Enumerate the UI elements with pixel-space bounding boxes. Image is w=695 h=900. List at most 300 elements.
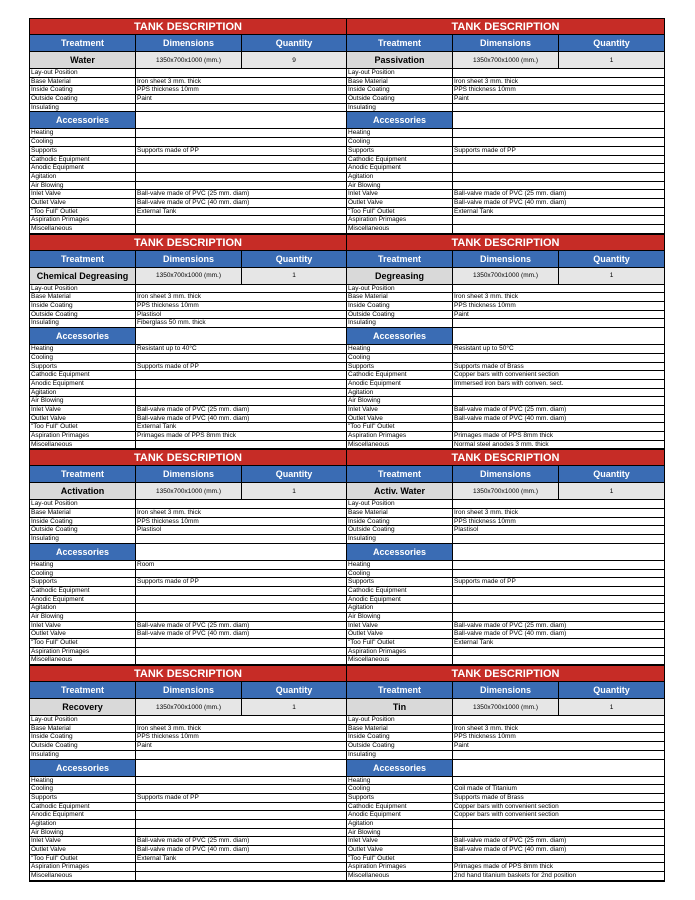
accessory-label: Heating — [30, 129, 136, 137]
col-treatment: Treatment — [30, 35, 136, 51]
tank-description-4 — [29, 449, 347, 665]
spec-row — [347, 751, 664, 760]
spec-value — [453, 319, 664, 327]
accessory-value — [453, 397, 664, 405]
accessory-label: Heating — [347, 777, 453, 785]
accessory-value: 2nd hand titanium baskets for 2nd position — [454, 872, 577, 880]
accessory-value: Coil made of Titanium — [454, 785, 517, 793]
accessory-row — [30, 656, 346, 665]
accessory-row — [347, 829, 664, 838]
accessories-blank — [136, 328, 346, 344]
spec-row — [347, 509, 664, 518]
accessory-value — [136, 863, 346, 871]
accessory-value — [453, 173, 664, 181]
spec-value: Plastisol — [137, 310, 162, 318]
accessory-row — [347, 837, 664, 846]
accessory-row — [347, 604, 664, 613]
column-headers — [30, 35, 346, 52]
accessories-label: Accessories — [347, 328, 453, 344]
accessory-value — [136, 216, 346, 224]
accessory-label: Miscellaneous — [347, 872, 453, 880]
accessory-value — [453, 389, 664, 397]
spec-row — [30, 509, 346, 518]
col-dimensions: Dimensions — [136, 251, 242, 267]
spec-label: Base Material — [347, 725, 453, 733]
accessory-label: Supports — [347, 147, 453, 155]
spec-label: Insulating — [347, 104, 453, 112]
accessory-value: Ball-valve made of PVC (40 mm. diam) — [137, 198, 250, 206]
tank-description-6 — [29, 665, 347, 881]
accessory-value — [136, 785, 346, 793]
quantity-value: 1 — [242, 483, 346, 499]
spec-row — [347, 716, 664, 725]
accessory-row — [347, 561, 664, 570]
tank-block-1 — [29, 234, 665, 450]
tank-values — [347, 699, 664, 716]
accessory-label: Air Blowing — [30, 829, 136, 837]
accessory-value: Resistant up to 40°C — [137, 345, 197, 353]
spec-row — [30, 95, 346, 104]
tank-description-3 — [347, 234, 665, 450]
accessory-label: Cooling — [30, 785, 136, 793]
accessory-row — [347, 147, 664, 156]
dimensions-value: 1350x700x1000 (mm.) — [453, 699, 559, 715]
accessory-label: Cooling — [347, 785, 453, 793]
accessory-label: Air Blowing — [347, 613, 453, 621]
spec-value — [453, 716, 664, 724]
accessory-label: Inlet Valve — [347, 406, 453, 414]
accessory-row — [347, 182, 664, 191]
accessories-header — [30, 760, 346, 777]
column-headers — [347, 682, 664, 699]
spec-label: Lay-out Position — [347, 716, 453, 724]
accessory-row — [30, 225, 346, 234]
spec-value — [453, 751, 664, 759]
dimensions-value: 1350x700x1000 (mm.) — [453, 52, 559, 68]
accessory-label: Miscellaneous — [347, 225, 453, 233]
accessories-label: Accessories — [30, 112, 136, 128]
accessory-value: Supports made of PP — [454, 146, 516, 154]
accessory-row — [30, 785, 346, 794]
col-quantity: Quantity — [593, 38, 630, 48]
accessories-blank — [453, 760, 664, 776]
tank-values — [30, 699, 346, 716]
accessory-value — [136, 596, 346, 604]
accessory-label: Supports — [347, 578, 453, 586]
accessory-value: Ball-valve made of PVC (25 mm. diam) — [137, 405, 250, 413]
accessory-label: "Too Full" Outlet — [347, 855, 453, 863]
accessories-header — [347, 760, 664, 777]
spec-row — [30, 535, 346, 544]
accessory-row — [347, 785, 664, 794]
accessory-value — [453, 829, 664, 837]
spec-label: Inside Coating — [30, 302, 136, 310]
accessory-value — [453, 423, 664, 431]
spec-row — [30, 716, 346, 725]
accessory-label: Miscellaneous — [347, 656, 453, 664]
accessory-value — [453, 156, 664, 164]
accessory-value: Primages made of PPS 8mm thick — [454, 863, 553, 871]
accessory-label: Anodic Equipment — [347, 164, 453, 172]
spec-row — [347, 302, 664, 311]
accessory-row — [347, 613, 664, 622]
accessories-header — [347, 544, 664, 561]
spec-label: Inside Coating — [347, 518, 453, 526]
tank-header: TANK DESCRIPTION — [30, 665, 346, 682]
accessory-value — [136, 777, 346, 785]
accessory-label: "Too Full" Outlet — [347, 423, 453, 431]
tank-header: TANK DESCRIPTION — [347, 18, 664, 35]
accessory-label: "Too Full" Outlet — [30, 208, 136, 216]
accessory-value — [136, 811, 346, 819]
spec-label: Base Material — [30, 78, 136, 86]
accessory-label: Cathodic Equipment — [30, 156, 136, 164]
accessory-row — [30, 363, 346, 372]
quantity-value: 1 — [559, 483, 664, 499]
tank-values — [30, 268, 346, 285]
accessory-label: Cooling — [30, 354, 136, 362]
accessory-label: Cooling — [347, 354, 453, 362]
spec-row — [30, 526, 346, 535]
accessory-label: "Too Full" Outlet — [30, 639, 136, 647]
spec-value — [453, 69, 664, 77]
accessory-value: Ball-valve made of PVC (40 mm. diam) — [454, 846, 567, 853]
accessory-label: Heating — [347, 561, 453, 569]
accessory-label: Agitation — [30, 820, 136, 828]
accessory-label: Agitation — [347, 389, 453, 397]
accessory-value — [136, 164, 346, 172]
accessory-value — [453, 855, 664, 863]
accessory-label: Heating — [347, 129, 453, 137]
column-headers — [30, 251, 346, 268]
accessory-row — [347, 389, 664, 398]
col-dimensions: Dimensions — [136, 682, 242, 698]
accessory-value — [136, 613, 346, 621]
accessory-row — [347, 587, 664, 596]
accessory-value: External Tank — [137, 207, 177, 215]
accessory-row — [347, 777, 664, 786]
spec-row — [347, 86, 664, 95]
accessory-value: Supports made of PP — [137, 362, 199, 370]
accessory-row — [347, 397, 664, 406]
accessories-blank — [453, 544, 664, 560]
spec-row — [347, 733, 664, 742]
col-treatment: Treatment — [347, 251, 453, 267]
spec-label: Base Material — [30, 293, 136, 301]
spec-value — [453, 285, 664, 293]
tank-header: TANK DESCRIPTION — [30, 449, 346, 466]
accessory-label: Cooling — [30, 570, 136, 578]
spec-value: Iron sheet 3 mm. thick — [454, 724, 518, 732]
spec-row — [347, 104, 664, 113]
accessory-value — [136, 354, 346, 362]
spec-label: Inside Coating — [347, 86, 453, 94]
accessories-label: Accessories — [347, 544, 453, 560]
accessory-row — [347, 225, 664, 234]
spec-row — [347, 285, 664, 294]
accessories-blank — [136, 544, 346, 560]
spec-value: PPS thickness 10mm — [137, 86, 199, 94]
accessory-row — [30, 441, 346, 450]
accessory-row — [347, 855, 664, 864]
spec-row — [30, 302, 346, 311]
accessory-row — [347, 406, 664, 415]
accessory-label: Outlet Valve — [347, 199, 453, 207]
accessory-value — [136, 156, 346, 164]
col-treatment: Treatment — [30, 466, 136, 482]
accessory-value: Room — [137, 560, 155, 568]
accessory-label: Aspiration Primages — [347, 863, 453, 871]
accessories-header — [347, 328, 664, 345]
spec-label: Outside Coating — [30, 742, 136, 750]
spec-label: Base Material — [30, 725, 136, 733]
accessory-label: Anodic Equipment — [347, 811, 453, 819]
spec-row — [30, 518, 346, 527]
spec-value — [136, 500, 346, 508]
spec-value: Iron sheet 3 mm. thick — [137, 77, 201, 85]
spec-label: Outside Coating — [347, 742, 453, 750]
accessory-value: Ball-valve made of PVC (25 mm. diam) — [137, 190, 250, 198]
spec-label: Outside Coating — [347, 95, 453, 103]
accessory-row — [30, 147, 346, 156]
tank-block-3 — [29, 665, 665, 882]
accessory-row — [347, 622, 664, 631]
column-headers — [30, 682, 346, 699]
spec-label: Outside Coating — [30, 95, 136, 103]
accessory-row — [30, 380, 346, 389]
spec-value — [136, 716, 346, 724]
spec-value — [136, 69, 346, 77]
col-quantity: Quantity — [275, 469, 313, 480]
accessory-label: Anodic Equipment — [347, 596, 453, 604]
accessory-label: Outlet Valve — [347, 415, 453, 423]
accessory-value — [453, 129, 664, 137]
spec-label: Insulating — [347, 751, 453, 759]
accessory-label: Air Blowing — [30, 182, 136, 190]
accessory-label: Inlet Valve — [347, 837, 453, 845]
tank-description-1 — [347, 18, 665, 234]
accessory-label: Air Blowing — [347, 182, 453, 190]
accessory-value — [453, 182, 664, 190]
accessory-label: Aspiration Primages — [347, 216, 453, 224]
spec-label: Insulating — [347, 319, 453, 327]
accessory-value — [453, 613, 664, 621]
tank-description-2 — [29, 234, 347, 450]
accessory-value: Copper bars with convenient section — [454, 811, 559, 819]
accessory-label: Agitation — [347, 820, 453, 828]
accessory-value: Supports made of PP — [137, 146, 199, 154]
accessories-header — [347, 112, 664, 129]
accessory-label: Outlet Valve — [30, 199, 136, 207]
accessory-value — [136, 380, 346, 388]
accessory-row — [347, 208, 664, 217]
accessory-row — [30, 397, 346, 406]
spec-row — [347, 78, 664, 87]
col-treatment: Treatment — [30, 682, 136, 698]
accessory-value: Normal steel anodes 3 mm. thick — [454, 440, 549, 448]
accessory-label: Agitation — [347, 604, 453, 612]
spec-label: Outside Coating — [30, 526, 136, 534]
spec-label: Lay-out Position — [30, 500, 136, 508]
accessory-row — [30, 138, 346, 147]
accessory-label: Cathodic Equipment — [30, 371, 136, 379]
accessory-row — [30, 639, 346, 648]
accessory-value: Supports made of PP — [137, 578, 199, 586]
accessory-row — [30, 630, 346, 639]
accessory-row — [347, 803, 664, 812]
spec-value: Iron sheet 3 mm. thick — [454, 77, 518, 85]
accessory-value — [136, 225, 346, 233]
spec-label: Inside Coating — [30, 518, 136, 526]
accessory-row — [347, 354, 664, 363]
accessory-value — [453, 656, 664, 664]
accessory-label: Cathodic Equipment — [30, 587, 136, 595]
accessory-row — [30, 777, 346, 786]
spec-value — [136, 285, 346, 293]
accessory-value: External Tank — [137, 854, 177, 862]
accessory-value — [136, 803, 346, 811]
accessory-label: Cathodic Equipment — [347, 587, 453, 595]
accessory-value — [136, 829, 346, 837]
spec-value: Iron sheet 3 mm. thick — [454, 509, 518, 517]
dimensions-value: 1350x700x1000 (mm.) — [136, 268, 242, 284]
accessory-row — [347, 173, 664, 182]
tank-description-0 — [29, 18, 347, 234]
accessories-blank — [453, 112, 664, 128]
tank-header: TANK DESCRIPTION — [347, 449, 664, 466]
accessory-row — [30, 423, 346, 432]
tank-header: TANK DESCRIPTION — [347, 234, 664, 251]
accessory-value — [453, 587, 664, 595]
tank-description-5 — [347, 449, 665, 665]
accessories-blank — [136, 112, 346, 128]
accessory-value: Primages made of PPS 8mm thick — [454, 432, 553, 439]
accessory-label: Inlet Valve — [30, 406, 136, 414]
spec-value: Paint — [137, 742, 152, 750]
accessory-label: Supports — [30, 363, 136, 371]
accessory-value: Supports made of Brass — [454, 362, 524, 370]
col-dimensions: Dimensions — [136, 466, 242, 482]
dimensions-value: 1350x700x1000 (mm.) — [136, 52, 242, 68]
spec-label: Lay-out Position — [347, 500, 453, 508]
accessory-value — [136, 389, 346, 397]
accessory-value: Ball-valve made of PVC (40 mm. diam) — [454, 414, 567, 422]
accessory-label: Anodic Equipment — [30, 596, 136, 604]
accessory-row — [30, 872, 346, 881]
spec-label: Lay-out Position — [30, 285, 136, 293]
accessory-row — [347, 156, 664, 165]
accessory-label: Outlet Valve — [347, 846, 453, 854]
spec-label: Outside Coating — [347, 526, 453, 534]
spec-row — [347, 500, 664, 509]
accessory-row — [30, 794, 346, 803]
accessory-label: Supports — [30, 578, 136, 586]
col-quantity: Quantity — [593, 253, 630, 264]
treatment-name: Chemical Degreasing — [30, 268, 136, 284]
spec-label: Lay-out Position — [347, 69, 453, 77]
accessory-row — [347, 216, 664, 225]
accessory-row — [30, 596, 346, 605]
tank-header: TANK DESCRIPTION — [30, 18, 346, 35]
accessory-label: Anodic Equipment — [30, 164, 136, 172]
accessory-row — [30, 846, 346, 855]
accessory-label: Air Blowing — [30, 613, 136, 621]
accessory-row — [30, 820, 346, 829]
spec-label: Base Material — [347, 293, 453, 301]
accessory-value — [136, 604, 346, 612]
accessory-row — [30, 561, 346, 570]
accessory-value — [136, 648, 346, 656]
quantity-value: 1 — [242, 699, 346, 715]
spec-value: Iron sheet 3 mm. thick — [137, 509, 201, 517]
accessory-row — [347, 164, 664, 173]
accessory-label: Air Blowing — [347, 397, 453, 405]
tank-header: TANK DESCRIPTION — [30, 234, 346, 251]
accessory-row — [347, 811, 664, 820]
accessory-label: Outlet Valve — [30, 846, 136, 854]
accessory-value: Resistant up to 50°C — [454, 345, 514, 353]
accessories-blank — [136, 760, 346, 776]
accessory-value — [136, 129, 346, 137]
accessory-value — [453, 777, 664, 785]
spec-value: Iron sheet 3 mm. thick — [137, 724, 201, 732]
accessory-row — [30, 164, 346, 173]
accessory-row — [30, 829, 346, 838]
spec-row — [30, 293, 346, 302]
accessory-row — [30, 129, 346, 138]
accessory-value: Ball-valve made of PVC (25 mm. diam) — [454, 837, 567, 845]
spec-value: Fiberglass 50 mm. thick — [137, 319, 206, 327]
accessory-label: Supports — [30, 147, 136, 155]
treatment-name: Recovery — [30, 699, 136, 715]
accessory-label: Aspiration Primages — [30, 216, 136, 224]
spec-row — [30, 742, 346, 751]
spec-row — [30, 319, 346, 328]
accessory-label: Inlet Valve — [347, 622, 453, 630]
spec-label: Outside Coating — [347, 311, 453, 319]
accessory-row — [347, 380, 664, 389]
accessory-row — [347, 648, 664, 657]
spec-value — [453, 500, 664, 508]
accessory-value: Ball-valve made of PVC (25 mm. diam) — [454, 621, 567, 629]
accessory-value: Immersed iron bars with conven. sect. — [454, 379, 564, 387]
accessory-value — [453, 604, 664, 612]
accessory-value — [136, 138, 346, 146]
accessory-value: Supports made of Brass — [454, 793, 524, 801]
accessory-label: Outlet Valve — [30, 415, 136, 423]
accessory-row — [347, 820, 664, 829]
spec-value: PPS thickness 10mm — [137, 302, 199, 310]
spec-row — [30, 725, 346, 734]
spec-row — [347, 311, 664, 320]
accessory-value — [136, 570, 346, 578]
quantity-value: 1 — [559, 699, 664, 715]
dimensions-value: 1350x700x1000 (mm.) — [136, 699, 242, 715]
treatment-name: Activation — [30, 483, 136, 499]
accessory-row — [30, 622, 346, 631]
tank-header: TANK DESCRIPTION — [347, 665, 664, 682]
accessory-label: Miscellaneous — [30, 225, 136, 233]
spec-row — [30, 285, 346, 294]
spec-row — [30, 69, 346, 78]
accessory-value: Supports made of PP — [137, 793, 199, 801]
accessory-row — [30, 570, 346, 579]
accessory-label: Heating — [30, 345, 136, 353]
column-headers — [30, 466, 346, 483]
tank-values — [30, 483, 346, 500]
accessory-label: Outlet Valve — [347, 630, 453, 638]
accessory-label: Miscellaneous — [30, 441, 136, 449]
